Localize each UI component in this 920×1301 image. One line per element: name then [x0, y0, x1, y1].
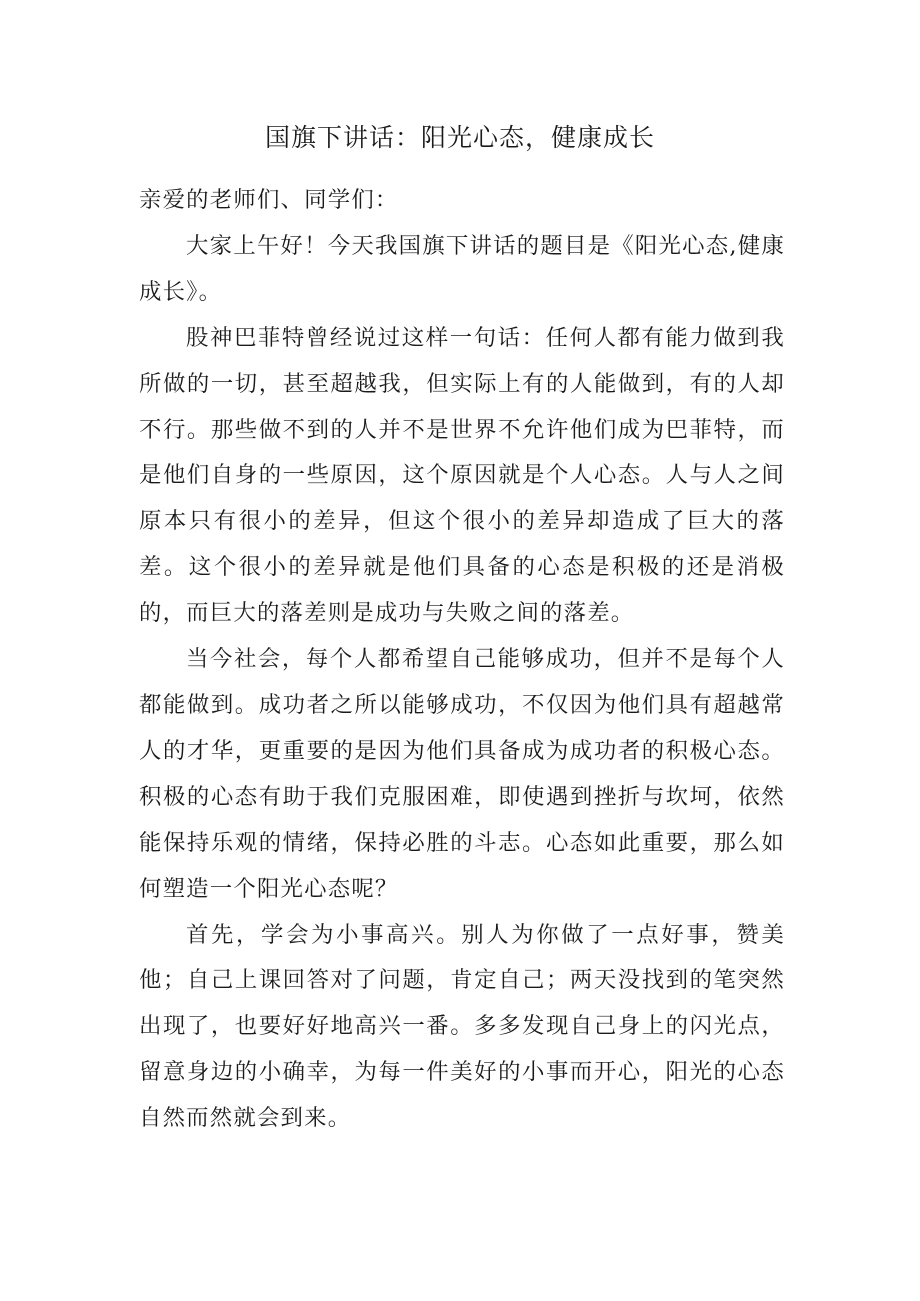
salutation: 亲爱的老师们、同学们： [139, 187, 399, 213]
paragraph-buffett: 股神巴菲特曾经说过这样一句话：任何人都有能力做到我所做的一切，甚至超越我，但实际上有的人能做到，有的人却不行。那些做不到的人并不是世界不允许他们成为巴菲特，而是他们自身的一些原因，这个原因就是个人心态。人与人之间原本只有很小的差异，但这个很小的差异却造成了巨大的落差。这个很小的差异就是他们具备的心态是积极的还是消极的，而巨大的落差则是成功与失败之间的落差。 [139, 324, 785, 627]
speech-title: 国旗下讲话：阳光心态，健康成长 [264, 123, 655, 152]
paragraph-society: 当今社会，每个人都希望自己能够成功，但并不是每个人都能做到。成功者之所以能够成功，不仅因为他们具有超越常人的才华，更重要的是因为他们具备成为成功者的积极心态。积极的心态有助于我们克服困难，即使遇到挫折与坎坷，依然能保持乐观的情绪，保持必胜的斗志。心态如此重要，那么如何塑造一个阳光心态呢？ [139, 646, 785, 902]
speech-body [139, 178, 785, 1142]
paragraph-greeting: 大家上午好！今天我国旗下讲话的题目是《阳光心态,健康成长》。 [139, 232, 785, 305]
paragraph-small-joys: 首先，学会为小事高兴。别人为你做了一点好事，赞美他；自己上课回答对了问题，肯定自己；两天没找到的笔突然出现了，也要好好地高兴一番。多多发现自己身上的闪光点，留意身边的小确幸，为每一件美好的小事而开心，阳光的心态自然而然就会到来。 [139, 921, 785, 1132]
